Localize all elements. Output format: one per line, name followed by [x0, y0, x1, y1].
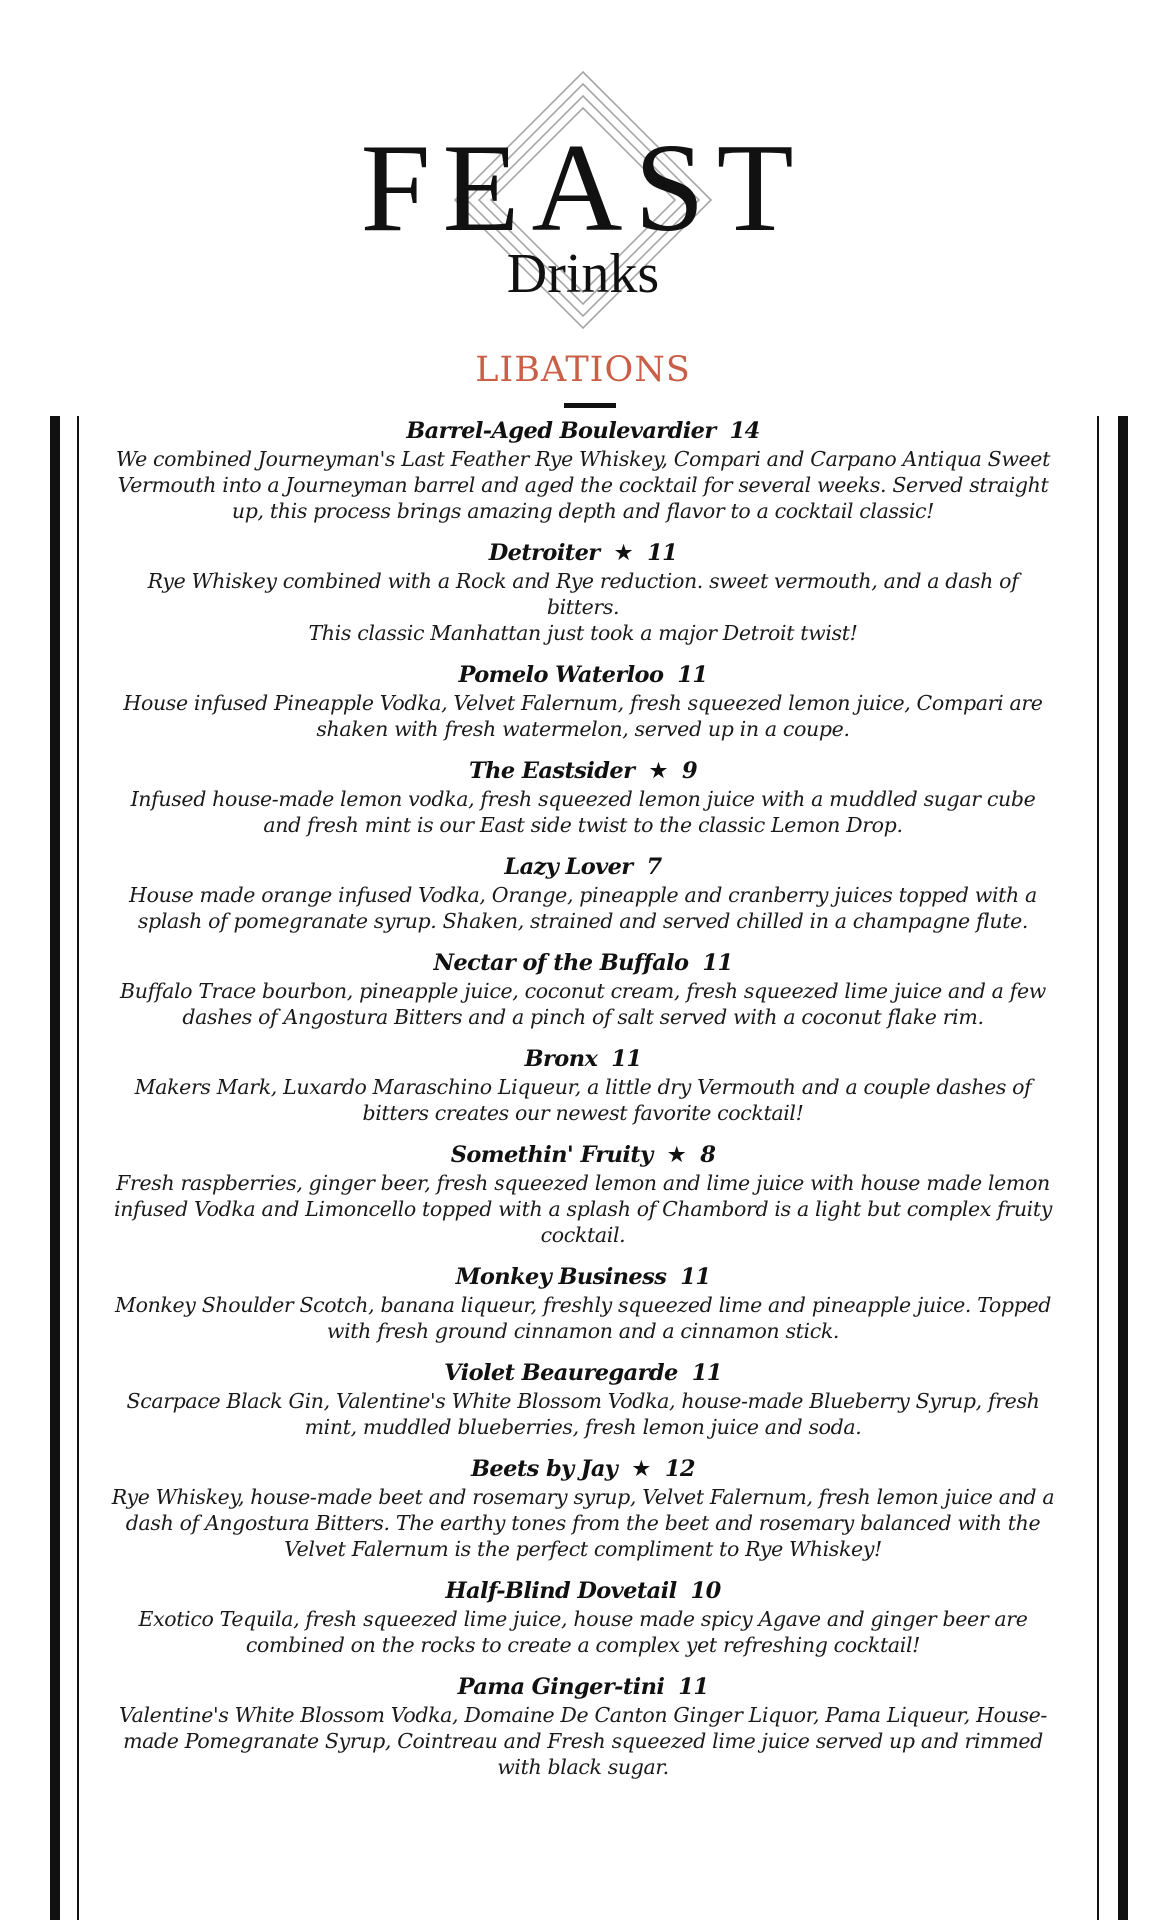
frame-left-thick-line	[50, 416, 60, 1920]
drink-price: 11	[680, 1264, 711, 1290]
drink-name: Bronx	[524, 1046, 598, 1072]
drink-description-line: We combined Journeyman's Last Feather Rye Whiskey, Compari and Carpano Antiqua Sweet Vermouth into a Journeyman barrel and aged the cocktail for several weeks. Served straight up, this process brings amazing depth and flavor to a cocktail classic!	[116, 447, 1050, 523]
drink-price: 11	[678, 1674, 709, 1700]
drink-title	[110, 1576, 1056, 1606]
drink-name: Monkey Business	[455, 1264, 667, 1290]
drink-item	[110, 1672, 1056, 1780]
drink-item	[110, 1454, 1056, 1562]
drink-title	[110, 1454, 1056, 1484]
drink-item	[110, 1262, 1056, 1344]
star-icon: ★	[648, 758, 668, 784]
drink-item	[110, 660, 1056, 742]
drink-description	[110, 446, 1056, 524]
drink-description-line: Makers Mark, Luxardo Maraschino Liqueur, a little dry Vermouth and a couple dashes of bitters creates our newest favorite cocktail!	[134, 1075, 1032, 1125]
drink-title	[110, 660, 1056, 690]
drink-title	[110, 538, 1056, 568]
drink-description-line: House made orange infused Vodka, Orange, pineapple and cranberry juices topped with a splash of pomegranate syrup. Shaken, strained and served chilled in a champagne flute.	[129, 883, 1037, 933]
logo	[0, 70, 1166, 340]
drink-description-line: Scarpace Black Gin, Valentine's White Blossom Vodka, house-made Blueberry Syrup, fresh mint, muddled blueberries, fresh lemon juice and soda.	[126, 1389, 1040, 1439]
star-icon: ★	[631, 1456, 651, 1482]
drink-price: 11	[677, 662, 708, 688]
drink-name: Beets by Jay	[471, 1456, 618, 1482]
drink-item	[110, 1140, 1056, 1248]
drink-name: The Eastsider	[469, 758, 635, 784]
drink-title	[110, 1672, 1056, 1702]
drink-menu	[110, 416, 1056, 1794]
drink-title	[110, 1358, 1056, 1388]
drink-price: 11	[611, 1046, 642, 1072]
drink-description	[110, 1484, 1056, 1562]
drink-price: 12	[664, 1456, 695, 1482]
star-icon: ★	[613, 540, 634, 566]
drink-description-line: This classic Manhattan just took a major Detroit twist!	[308, 621, 858, 645]
drink-description-line: Monkey Shoulder Scotch, banana liqueur, freshly squeezed lime and pineapple juice. Topped with fresh ground cinnamon and a cinnamon stick.	[114, 1293, 1052, 1343]
frame-left-thin-line	[77, 416, 79, 1920]
drink-description	[110, 1606, 1056, 1658]
drink-description	[110, 568, 1056, 646]
drink-name: Barrel-Aged Boulevardier	[406, 418, 716, 444]
drink-description-line: House infused Pineapple Vodka, Velvet Falernum, fresh squeezed lemon juice, Compari are shaken with fresh watermelon, served up in a coupe.	[123, 691, 1043, 741]
drink-description	[110, 690, 1056, 742]
brand-title: FEAST	[360, 119, 806, 258]
drink-title	[110, 756, 1056, 786]
drink-description	[110, 1388, 1056, 1440]
drink-description	[110, 1292, 1056, 1344]
drink-name: Somethin' Fruity	[450, 1142, 653, 1168]
drink-price: 9	[681, 758, 697, 784]
drink-title	[110, 416, 1056, 446]
drink-description-line: Infused house-made lemon vodka, fresh squeezed lemon juice with a muddled sugar cube and fresh mint is our East side twist to the classic Lemon Drop.	[130, 787, 1036, 837]
drink-item	[110, 948, 1056, 1030]
drink-description	[110, 1074, 1056, 1126]
drink-description	[110, 1170, 1056, 1248]
drink-description-line: Buffalo Trace bourbon, pineapple juice, coconut cream, fresh squeezed lime juice and a few dashes of Angostura Bitters and a pinch of salt served with a coconut flake rim.	[120, 979, 1046, 1029]
drink-description	[110, 786, 1056, 838]
drink-name: Lazy Lover	[504, 854, 633, 880]
frame-right-thin-line	[1097, 416, 1099, 1920]
drink-title	[110, 1044, 1056, 1074]
brand-subtitle: Drinks	[506, 243, 660, 305]
star-icon: ★	[666, 1142, 687, 1168]
drink-description	[110, 1702, 1056, 1780]
drink-item	[110, 538, 1056, 646]
drink-item	[110, 1044, 1056, 1126]
drink-price: 14	[729, 418, 760, 444]
drink-price: 11	[702, 950, 733, 976]
drink-title	[110, 1262, 1056, 1292]
frame-right-thick-line	[1118, 416, 1128, 1920]
drink-price: 11	[647, 540, 678, 566]
section-title: LIBATIONS	[475, 350, 691, 390]
drink-title	[110, 852, 1056, 882]
drink-item	[110, 416, 1056, 524]
drink-description-line: Valentine's White Blossom Vodka, Domaine De Canton Ginger Liquor, Pama Liqueur, House-made Pomegranate Syrup, Cointreau and Fresh squeezed lime juice served up and rimmed with black sugar.	[119, 1703, 1047, 1779]
drink-description	[110, 882, 1056, 934]
drink-name: Violet Beauregarde	[444, 1360, 678, 1386]
drink-name: Nectar of the Buffalo	[433, 950, 689, 976]
drink-description	[110, 978, 1056, 1030]
drink-name: Pomelo Waterloo	[458, 662, 664, 688]
drink-title	[110, 1140, 1056, 1170]
drink-item	[110, 852, 1056, 934]
drink-description-line: Rye Whiskey, house-made beet and rosemary syrup, Velvet Falernum, fresh lemon juice and a dash of Angostura Bitters. The earthy tones from the beet and rosemary balanced with the Velvet Falernum is the perfect compliment to Rye Whiskey!	[111, 1485, 1055, 1561]
section-divider	[564, 403, 616, 408]
drink-name: Detroiter	[488, 540, 600, 566]
drink-name: Pama Ginger-tini	[457, 1674, 665, 1700]
drink-description-line: Exotico Tequila, fresh squeezed lime juice, house made spicy Agave and ginger beer are combined on the rocks to create a complex yet refreshing cocktail!	[138, 1607, 1028, 1657]
drink-item	[110, 1358, 1056, 1440]
drink-item	[110, 756, 1056, 838]
drink-description-line: Fresh raspberries, ginger beer, fresh squeezed lemon and lime juice with house made lemon infused Vodka and Limoncello topped with a splash of Chambord is a light but complex fruity cocktail.	[113, 1171, 1053, 1247]
drink-price: 11	[691, 1360, 722, 1386]
drink-title	[110, 948, 1056, 978]
drink-description-line: Rye Whiskey combined with a Rock and Rye reduction. sweet vermouth, and a dash of bitters.	[147, 569, 1019, 619]
drink-name: Half-Blind Dovetail	[445, 1578, 677, 1604]
drink-price: 10	[690, 1578, 721, 1604]
drink-price: 8	[700, 1142, 716, 1168]
drink-price: 7	[646, 854, 662, 880]
drink-item	[110, 1576, 1056, 1658]
